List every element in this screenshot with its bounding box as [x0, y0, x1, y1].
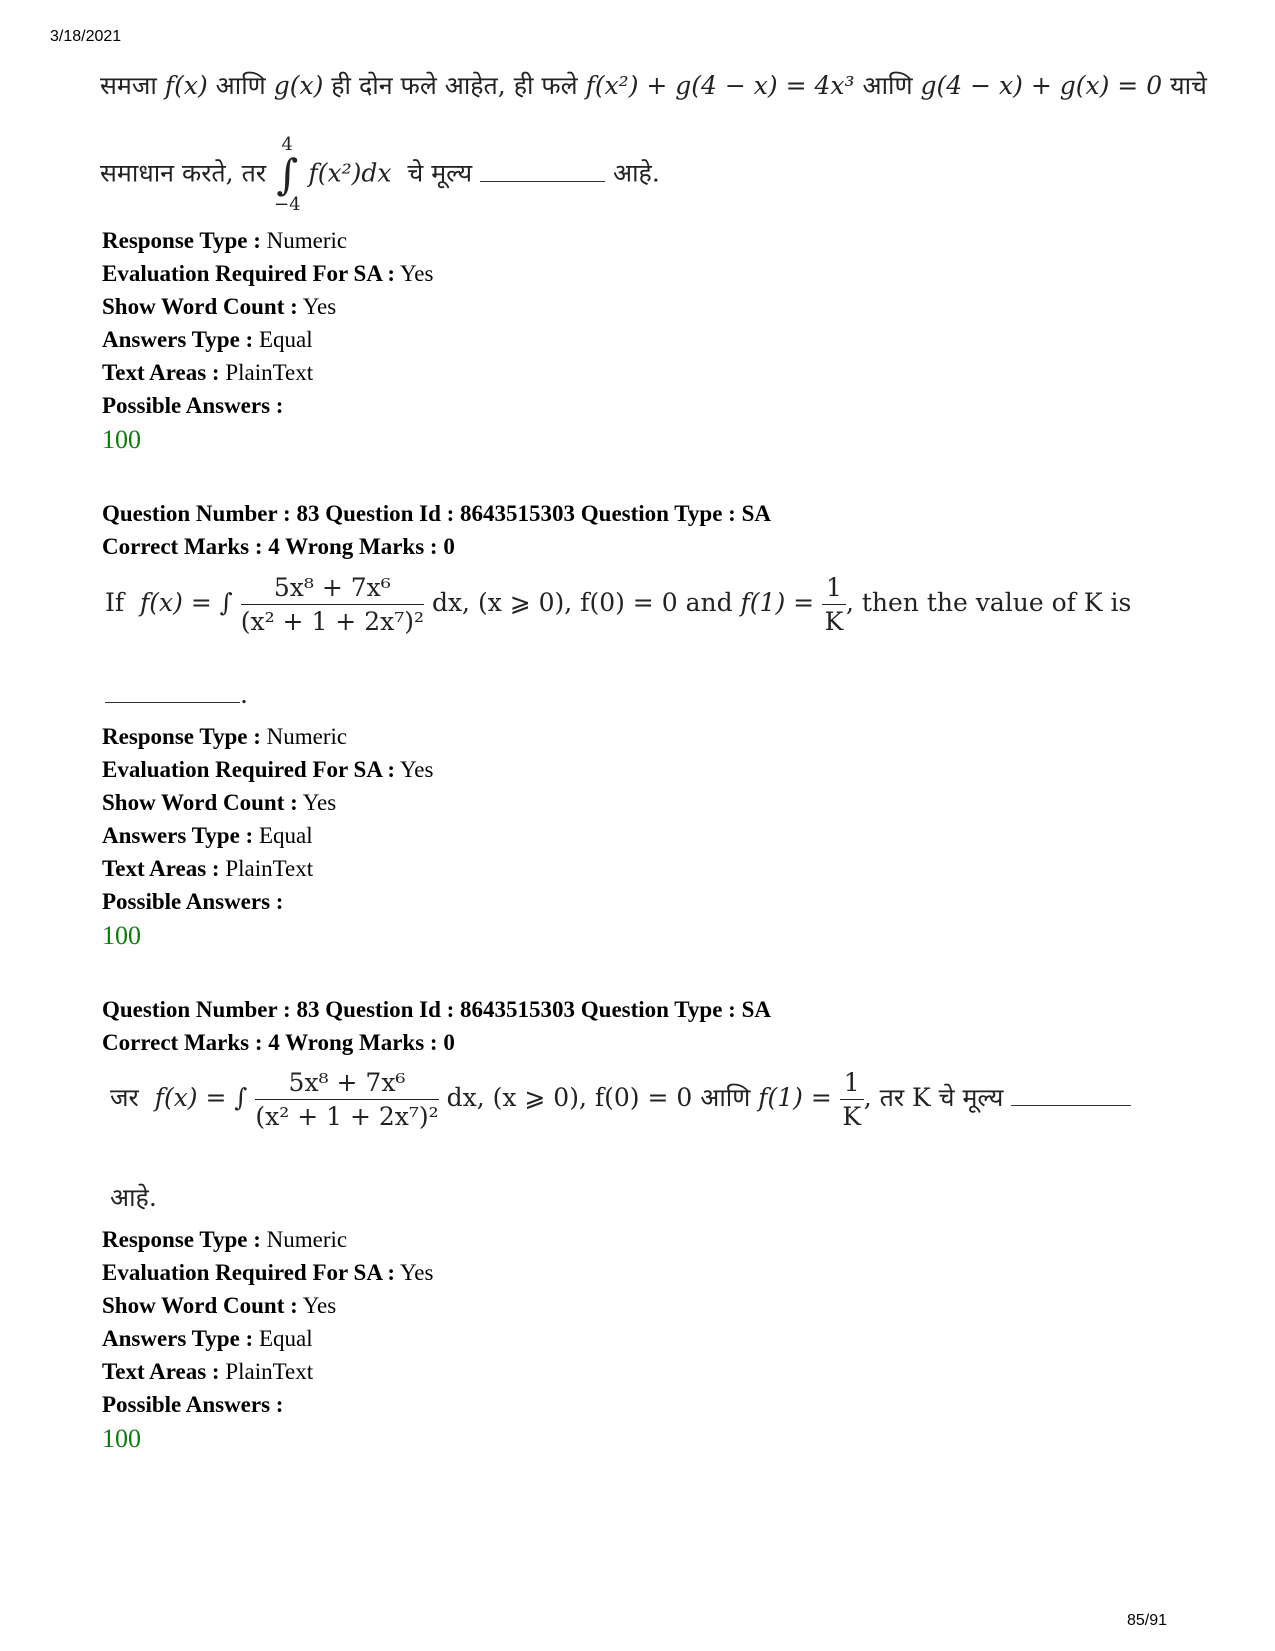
- q-f1: f(1) =: [758, 1083, 832, 1112]
- answer-blank: [1011, 1105, 1131, 1106]
- prev-q-prefix: समजा: [100, 71, 157, 100]
- k-fraction: [822, 573, 846, 636]
- q-prefix: If: [105, 588, 125, 617]
- q-after-frac: dx, (x ⩾ 0), f(0) = 0: [446, 1083, 693, 1112]
- eval-row: Evaluation Required For SA : Yes: [102, 1260, 434, 1285]
- fraction-numerator: 5x⁸ + 7x⁶: [241, 573, 424, 605]
- q-prefix: जर: [110, 1083, 139, 1112]
- fraction-denominator: (x² + 1 + 2x⁷)²: [255, 1102, 439, 1131]
- q-tail: , तर K चे मूल्य: [863, 1083, 1004, 1112]
- prev-q-eq2: g(4 − x) + g(x) = 0: [920, 71, 1163, 100]
- response-type-row: Response Type : Numeric: [102, 1227, 348, 1252]
- possible-answers-row: Possible Answers :: [102, 1392, 284, 1417]
- question-blank-line: .: [105, 680, 248, 709]
- question-header: Question Number : 83 Question Id : 8643515303 Question Type : SA: [102, 997, 771, 1022]
- fraction-denominator: (x² + 1 + 2x⁷)²: [240, 607, 424, 636]
- k-fraction: [840, 1068, 864, 1131]
- answer-blank: [480, 181, 605, 182]
- text-areas-row: Text Areas : PlainText: [102, 1359, 314, 1384]
- q-tail: , then the value of K is: [845, 588, 1132, 617]
- fraction-numerator: 5x⁸ + 7x⁶: [255, 1068, 438, 1100]
- prev-question-line2: [100, 135, 660, 215]
- k-denominator: K: [842, 1102, 862, 1131]
- word-count-row: Show Word Count : Yes: [102, 790, 337, 815]
- possible-answer-value: 100: [102, 921, 141, 950]
- print-date: 3/18/2021: [50, 28, 122, 45]
- prev-q-eq1: f(x²) + g(4 − x) = 4x³: [585, 71, 855, 100]
- q-fx: f(x) = ∫: [140, 588, 233, 617]
- question-marks: Correct Marks : 4 Wrong Marks : 0: [102, 1030, 455, 1055]
- response-type-row: Response Type : Numeric: [102, 724, 348, 749]
- answer-blank: [105, 702, 240, 703]
- q-fx: f(x) = ∫: [154, 1083, 248, 1112]
- meta-block-2: [102, 720, 433, 954]
- meta-block-3: [102, 1223, 433, 1457]
- prev-q2-integrand: f(x²)dx: [308, 158, 392, 188]
- possible-answers-row: Possible Answers :: [102, 889, 284, 914]
- question-header: Question Number : 83 Question Id : 8643515303 Question Type : SA: [102, 501, 771, 526]
- prev-q-f: f(x): [164, 71, 208, 100]
- possible-answer-value: 100: [102, 1424, 141, 1453]
- word-count-row: Show Word Count : Yes: [102, 294, 337, 319]
- prev-question-line1: [100, 68, 1207, 102]
- prev-q-mid: ही दोन फले आहेत, ही फले: [331, 71, 578, 100]
- prev-q-g: g(x): [273, 71, 324, 100]
- k-denominator: K: [824, 607, 844, 636]
- integral-sign: ∫: [276, 150, 299, 199]
- q-after-frac: dx, (x ⩾ 0), f(0) = 0: [431, 588, 678, 617]
- prev-q2-mid: चे मूल्य: [407, 158, 473, 188]
- question-marks: Correct Marks : 4 Wrong Marks : 0: [102, 534, 455, 559]
- page-number: 85/91: [1126, 1612, 1167, 1629]
- integral-lower: −4: [274, 194, 301, 215]
- eval-row: Evaluation Required For SA : Yes: [102, 757, 434, 782]
- answers-type-row: Answers Type : Equal: [102, 1326, 313, 1351]
- possible-answers-row: Possible Answers :: [102, 393, 284, 418]
- question-statement-en: [105, 573, 1131, 636]
- q-and: and: [685, 588, 733, 617]
- q-and: आणि: [700, 1083, 751, 1112]
- prev-q-and2: आणि: [862, 71, 913, 100]
- integrand-fraction: [255, 1068, 438, 1131]
- q-f1: f(1) =: [740, 588, 815, 617]
- integrand-fraction: [241, 573, 424, 636]
- k-numerator: 1: [822, 573, 846, 605]
- possible-answer-value: 100: [102, 425, 141, 454]
- question-end-line: आहे.: [110, 1183, 157, 1212]
- question-statement-mr: [110, 1068, 1131, 1131]
- integral-limits: [274, 135, 301, 215]
- answers-type-row: Answers Type : Equal: [102, 327, 313, 352]
- meta-block-1: [102, 224, 433, 458]
- integral-upper: 4: [281, 134, 293, 155]
- response-type-row: Response Type : Numeric: [102, 228, 348, 253]
- eval-row: Evaluation Required For SA : Yes: [102, 261, 434, 286]
- text-areas-row: Text Areas : PlainText: [102, 360, 314, 385]
- word-count-row: Show Word Count : Yes: [102, 1293, 337, 1318]
- prev-q-and: आणि: [215, 71, 266, 100]
- prev-q2-prefix: समाधान करते, तर: [100, 158, 267, 188]
- prev-q2-end: आहे.: [613, 158, 660, 188]
- prev-q-end: याचे: [1170, 71, 1207, 100]
- k-numerator: 1: [840, 1068, 864, 1100]
- answers-type-row: Answers Type : Equal: [102, 823, 313, 848]
- text-areas-row: Text Areas : PlainText: [102, 856, 314, 881]
